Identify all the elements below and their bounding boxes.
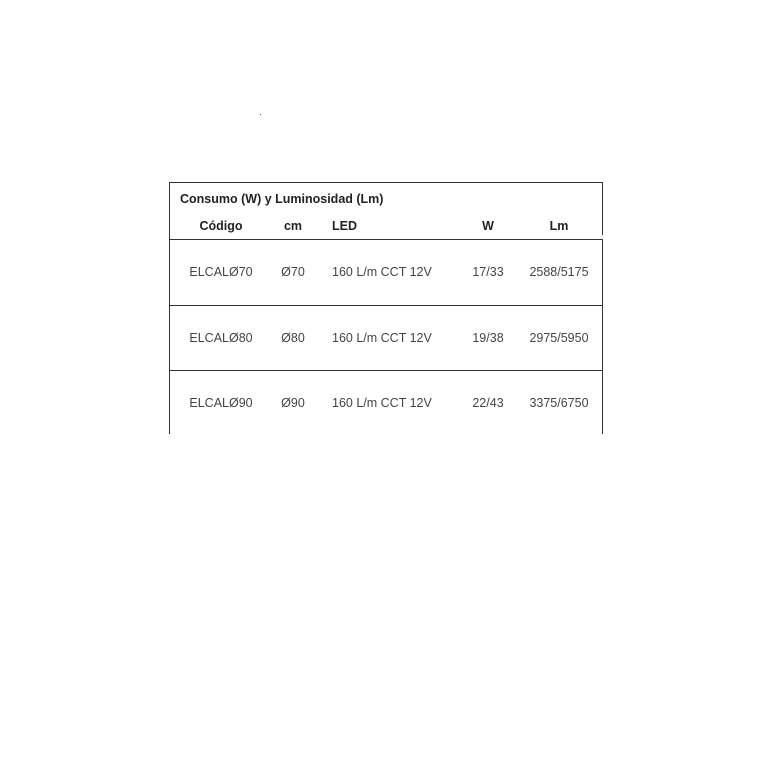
table-title: Consumo (W) y Luminosidad (Lm) [180, 192, 384, 206]
row-divider [169, 239, 603, 240]
cell-w: 22/43 [472, 396, 504, 410]
cell-lm: 2588/5175 [529, 265, 589, 279]
table-right-border-body [602, 239, 603, 434]
cell-w: 19/38 [472, 331, 504, 345]
cell-cm: Ø90 [281, 396, 305, 410]
stray-dot [260, 114, 261, 115]
header-code: Código [199, 219, 243, 233]
cell-code: ELCALØ70 [189, 265, 253, 279]
row-divider [169, 370, 603, 371]
cell-lm: 2975/5950 [529, 331, 589, 345]
table-left-border [169, 182, 170, 434]
cell-w: 17/33 [472, 265, 504, 279]
table-top-border [169, 182, 603, 183]
header-cm: cm [283, 219, 303, 233]
cell-led: 160 L/m CCT 12V [332, 396, 432, 410]
header-led: LED [332, 219, 357, 233]
cell-led: 160 L/m CCT 12V [332, 331, 432, 345]
header-lm: Lm [549, 219, 569, 233]
spec-table [169, 182, 603, 434]
header-w: W [482, 219, 494, 233]
row-divider [169, 305, 603, 306]
table-right-border-header [602, 182, 603, 235]
cell-lm: 3375/6750 [529, 396, 589, 410]
cell-cm: Ø80 [281, 331, 305, 345]
cell-cm: Ø70 [281, 265, 305, 279]
cell-code: ELCALØ80 [189, 331, 253, 345]
cell-led: 160 L/m CCT 12V [332, 265, 432, 279]
cell-code: ELCALØ90 [189, 396, 253, 410]
